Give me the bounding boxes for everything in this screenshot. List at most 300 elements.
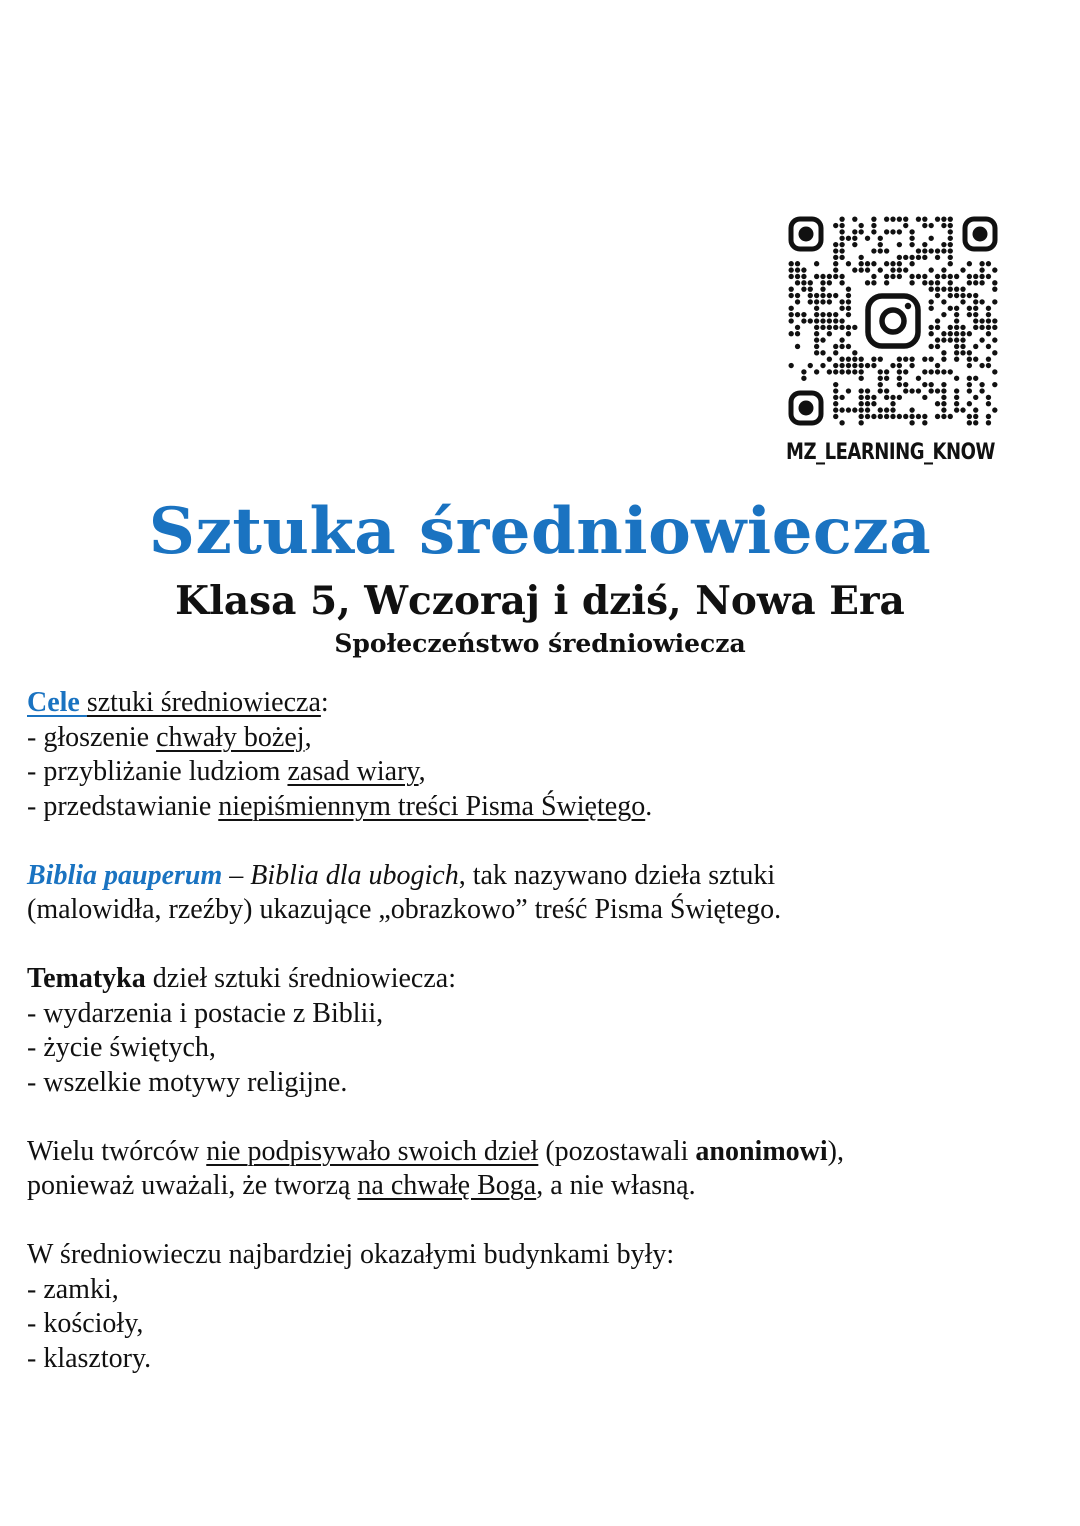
qr-module	[941, 414, 946, 419]
qr-module	[979, 267, 984, 272]
qr-module	[814, 299, 819, 304]
biblia-dash: –	[222, 859, 251, 891]
qr-module	[820, 337, 825, 342]
qr-module	[833, 363, 838, 368]
qr-module	[859, 414, 864, 419]
cele-item-3	[27, 790, 1057, 825]
qr-module	[909, 255, 914, 260]
qr-module	[979, 261, 984, 266]
qr-module	[878, 357, 883, 362]
tworcy-l2-underlined: na chwałę Boga	[357, 1170, 537, 1201]
qr-module	[884, 229, 889, 234]
qr-module	[929, 331, 934, 336]
qr-module	[871, 357, 876, 362]
qr-module	[801, 287, 806, 292]
qr-module	[808, 318, 813, 323]
qr-module	[846, 261, 851, 266]
qr-module	[897, 267, 902, 272]
qr-module	[852, 357, 857, 362]
qr-module	[839, 306, 844, 311]
qr-module	[884, 395, 889, 400]
qr-module	[922, 357, 927, 362]
qr-module	[935, 217, 940, 222]
qr-module	[903, 217, 908, 222]
qr-module	[909, 274, 914, 279]
qr-module	[897, 395, 902, 400]
qr-module	[954, 274, 959, 279]
qr-module	[789, 318, 794, 323]
qr-module	[795, 299, 800, 304]
qr-module	[846, 357, 851, 362]
qr-module	[941, 388, 946, 393]
qr-module	[992, 287, 997, 292]
qr-module	[814, 261, 819, 266]
qr-module	[922, 274, 927, 279]
qr-module	[839, 395, 844, 400]
qr-module	[871, 217, 876, 222]
qr-module	[929, 236, 934, 241]
qr-module	[935, 414, 940, 419]
qr-module	[979, 318, 984, 323]
qr-module	[897, 217, 902, 222]
qr-module	[986, 331, 991, 336]
qr-module	[878, 242, 883, 247]
qr-module	[890, 274, 895, 279]
qr-module	[922, 395, 927, 400]
cele-item-1	[27, 721, 1057, 756]
qr-module	[839, 344, 844, 349]
qr-module	[789, 267, 794, 272]
qr-module	[814, 306, 819, 311]
qr-module	[922, 223, 927, 228]
qr-module	[801, 274, 806, 279]
qr-module	[897, 357, 902, 362]
qr-module	[852, 236, 857, 241]
qr-module	[929, 267, 934, 272]
tematyka-item-3: - wszelkie motywy religijne.	[27, 1066, 348, 1098]
tworcy-line-1	[27, 1135, 1057, 1170]
qr-module	[967, 261, 972, 266]
qr-module	[878, 248, 883, 253]
qr-module	[852, 242, 857, 247]
qr-module	[859, 388, 864, 393]
budynki-intro: W średniowieczu najbardziej okazałymi budynkami były:	[27, 1239, 675, 1270]
tworcy-l1-b: (pozostawali	[538, 1135, 696, 1167]
qr-module	[789, 274, 794, 279]
qr-module	[846, 312, 851, 317]
qr-module	[986, 344, 991, 349]
page-title: Sztuka średniowiecza	[148, 494, 932, 569]
qr-module	[941, 369, 946, 374]
cele-item-3-post: .	[645, 790, 653, 822]
qr-module	[986, 414, 991, 419]
qr-module	[884, 261, 889, 266]
qr-module	[871, 363, 876, 368]
qr-module	[839, 325, 844, 330]
qr-module	[929, 382, 934, 387]
qr-module	[916, 248, 921, 253]
qr-module	[846, 407, 851, 412]
qr-module	[986, 306, 991, 311]
qr-module	[852, 369, 857, 374]
qr-module	[986, 401, 991, 406]
qr-module	[871, 229, 876, 234]
qr-module	[916, 388, 921, 393]
cele-item-3-underlined: niepiśmiennym treści Pisma Świętego	[218, 790, 646, 822]
qr-module	[865, 388, 870, 393]
qr-module	[986, 357, 991, 362]
qr-module	[814, 331, 819, 336]
qr-module	[954, 293, 959, 298]
qr-module	[948, 217, 953, 222]
qr-module	[833, 388, 838, 393]
cele-item-2-post: ,	[418, 756, 426, 787]
qr-module	[909, 357, 914, 362]
qr-module	[859, 357, 864, 362]
qr-module	[979, 325, 984, 330]
qr-module	[929, 248, 934, 253]
qr-module	[973, 395, 978, 400]
qr-module	[903, 267, 908, 272]
qr-module	[941, 312, 946, 317]
qr-module	[967, 357, 972, 362]
qr-module	[795, 261, 800, 266]
qr-module	[967, 306, 972, 311]
qr-module	[839, 318, 844, 323]
qr-module	[973, 274, 978, 279]
cele-item-1-post: ,	[304, 721, 312, 753]
cele-item-2-pre: - przybliżanie ludziom	[27, 756, 288, 787]
qr-module	[973, 344, 978, 349]
qr-code-block	[786, 216, 1000, 465]
qr-module	[941, 401, 946, 406]
biblia-rest: , tak nazywano dzieła sztuki	[458, 859, 776, 891]
qr-module	[992, 407, 997, 412]
qr-module	[833, 242, 838, 247]
qr-module	[871, 414, 876, 419]
qr-module	[852, 325, 857, 330]
qr-module	[846, 236, 851, 241]
qr-module	[833, 274, 838, 279]
qr-module	[973, 299, 978, 304]
qr-module	[941, 217, 946, 222]
qr-module	[871, 274, 876, 279]
qr-module	[954, 395, 959, 400]
qr-code[interactable]	[788, 216, 998, 426]
qr-module	[878, 407, 883, 412]
qr-module	[808, 287, 813, 292]
qr-module	[852, 363, 857, 368]
qr-module	[935, 337, 940, 342]
qr-module	[833, 382, 838, 387]
qr-module	[808, 299, 813, 304]
qr-module	[954, 306, 959, 311]
qr-module	[846, 344, 851, 349]
qr-module	[795, 274, 800, 279]
qr-module	[922, 382, 927, 387]
qr-module	[878, 376, 883, 381]
qr-module	[789, 306, 794, 311]
qr-finder-bottom-left	[791, 393, 821, 423]
qr-module	[954, 350, 959, 355]
qr-module	[986, 363, 991, 368]
qr-module	[846, 293, 851, 298]
qr-module	[890, 217, 895, 222]
cele-rest: sztuki średniowiecza	[86, 687, 321, 718]
qr-module	[859, 363, 864, 368]
qr-module	[833, 312, 838, 317]
qr-module	[967, 312, 972, 317]
qr-module	[789, 363, 794, 368]
qr-module	[808, 363, 813, 368]
qr-module	[839, 407, 844, 412]
qr-module	[922, 414, 927, 419]
qr-module	[929, 369, 934, 374]
qr-module	[909, 414, 914, 419]
qr-module	[789, 293, 794, 298]
qr-module	[948, 274, 953, 279]
qr-module	[929, 357, 934, 362]
qr-module	[839, 363, 844, 368]
qr-module	[820, 325, 825, 330]
qr-module	[954, 388, 959, 393]
tworcy-line-2	[27, 1169, 1057, 1204]
qr-module	[903, 388, 908, 393]
qr-module	[846, 331, 851, 336]
qr-module	[890, 407, 895, 412]
tematyka-term: Tematyka	[27, 963, 146, 994]
qr-module	[820, 287, 825, 292]
qr-module	[884, 414, 889, 419]
qr-module	[992, 325, 997, 330]
qr-module	[833, 223, 838, 228]
qr-module	[967, 414, 972, 419]
qr-module	[973, 357, 978, 362]
qr-module	[820, 280, 825, 285]
qr-module	[884, 280, 889, 285]
qr-module	[973, 293, 978, 298]
qr-module	[941, 350, 946, 355]
qr-module	[814, 312, 819, 317]
tematyka-rest: dzieł sztuki średniowiecza:	[145, 963, 456, 994]
qr-module	[884, 217, 889, 222]
qr-module	[833, 293, 838, 298]
qr-module	[871, 223, 876, 228]
cele-term: Cele	[27, 687, 87, 718]
qr-module	[922, 255, 927, 260]
qr-module	[903, 255, 908, 260]
qr-module	[871, 248, 876, 253]
qr-module	[986, 325, 991, 330]
qr-module	[859, 261, 864, 266]
qr-module	[865, 267, 870, 272]
qr-module	[960, 350, 965, 355]
qr-module	[878, 267, 883, 272]
qr-module	[941, 395, 946, 400]
qr-module	[954, 344, 959, 349]
qr-module	[890, 229, 895, 234]
qr-module	[948, 236, 953, 241]
qr-module	[827, 312, 832, 317]
qr-module	[941, 331, 946, 336]
qr-module	[916, 255, 921, 260]
qr-module	[903, 382, 908, 387]
qr-module	[827, 274, 832, 279]
qr-module	[935, 401, 940, 406]
qr-module	[979, 337, 984, 342]
qr-module	[941, 223, 946, 228]
qr-module	[935, 274, 940, 279]
qr-module	[827, 299, 832, 304]
qr-module	[846, 299, 851, 304]
qr-module	[865, 401, 870, 406]
qr-module	[967, 382, 972, 387]
qr-module	[890, 261, 895, 266]
qr-module	[979, 274, 984, 279]
qr-module	[878, 388, 883, 393]
qr-module	[979, 299, 984, 304]
qr-module	[935, 287, 940, 292]
qr-module	[986, 312, 991, 317]
qr-module	[897, 261, 902, 266]
qr-module	[986, 261, 991, 266]
qr-module	[935, 255, 940, 260]
qr-module	[922, 242, 927, 247]
qr-module	[973, 414, 978, 419]
qr-module	[960, 407, 965, 412]
qr-module	[916, 274, 921, 279]
qr-module	[859, 395, 864, 400]
qr-module	[948, 369, 953, 374]
qr-module	[967, 350, 972, 355]
qr-module	[839, 223, 844, 228]
qr-module	[903, 369, 908, 374]
qr-module	[852, 217, 857, 222]
budynki-item-3: - klasztory.	[27, 1342, 152, 1374]
qr-module	[871, 261, 876, 266]
qr-module	[935, 369, 940, 374]
qr-module	[814, 350, 819, 355]
qr-module	[967, 401, 972, 406]
qr-module	[839, 236, 844, 241]
qr-module	[941, 299, 946, 304]
qr-module	[954, 401, 959, 406]
qr-module	[992, 337, 997, 342]
instagram-icon	[861, 289, 925, 353]
qr-module	[903, 414, 908, 419]
qr-module	[852, 350, 857, 355]
qr-module	[992, 369, 997, 374]
qr-module	[935, 388, 940, 393]
qr-module	[789, 261, 794, 266]
qr-module	[960, 267, 965, 272]
qr-module	[922, 280, 927, 285]
qr-module	[948, 242, 953, 247]
qr-module	[967, 363, 972, 368]
tworcy-l1-underlined: nie podpisywało swoich dzieł	[206, 1135, 539, 1167]
qr-module	[871, 395, 876, 400]
qr-module	[820, 363, 825, 368]
qr-module	[922, 217, 927, 222]
qr-module	[789, 312, 794, 317]
qr-module	[979, 382, 984, 387]
qr-module	[973, 306, 978, 311]
qr-module	[846, 325, 851, 330]
qr-module	[941, 242, 946, 247]
qr-module	[801, 280, 806, 285]
qr-module	[935, 248, 940, 253]
qr-module	[839, 248, 844, 253]
qr-module	[909, 280, 914, 285]
qr-module	[827, 357, 832, 362]
qr-module	[986, 274, 991, 279]
qr-module	[941, 407, 946, 412]
qr-module	[916, 414, 921, 419]
biblia-line-1	[27, 859, 1057, 894]
qr-module	[814, 274, 819, 279]
qr-module	[922, 420, 927, 425]
qr-module	[814, 325, 819, 330]
qr-module	[897, 382, 902, 387]
qr-module	[954, 376, 959, 381]
qr-module	[929, 388, 934, 393]
qr-module	[884, 248, 889, 253]
qr-module	[897, 274, 902, 279]
qr-module	[795, 280, 800, 285]
qr-module	[916, 376, 921, 381]
tematyka-item-2: - życie świętych,	[27, 1032, 216, 1063]
instagram-handle: MZ_LEARNING_KNOW	[786, 440, 995, 465]
qr-module	[859, 420, 864, 425]
qr-module	[922, 369, 927, 374]
qr-module	[820, 293, 825, 298]
qr-module	[948, 229, 953, 234]
qr-module	[967, 388, 972, 393]
qr-module	[839, 229, 844, 234]
page-subtitle: Klasa 5, Wczoraj i dziś, Nowa Era	[175, 578, 905, 624]
qr-module	[909, 388, 914, 393]
qr-module	[808, 280, 813, 285]
qr-module	[795, 312, 800, 317]
qr-module	[884, 376, 889, 381]
qr-module	[839, 242, 844, 247]
qr-module	[992, 318, 997, 323]
qr-module	[973, 280, 978, 285]
qr-module	[846, 363, 851, 368]
qr-module	[897, 363, 902, 368]
qr-module	[820, 312, 825, 317]
qr-module	[820, 318, 825, 323]
qr-module	[954, 325, 959, 330]
qr-module	[973, 407, 978, 412]
qr-module	[929, 344, 934, 349]
qr-module	[909, 420, 914, 425]
spacer	[27, 824, 1057, 859]
spacer	[27, 1204, 1057, 1239]
qr-module	[935, 318, 940, 323]
cele-heading	[27, 686, 1057, 721]
qr-module	[954, 331, 959, 336]
qr-module	[935, 293, 940, 298]
qr-module	[871, 280, 876, 285]
qr-module	[878, 414, 883, 419]
qr-module	[992, 382, 997, 387]
qr-module	[960, 344, 965, 349]
qr-module	[859, 401, 864, 406]
tworcy-l2-b: , a nie własną.	[536, 1170, 696, 1201]
qr-module	[827, 325, 832, 330]
qr-module	[833, 369, 838, 374]
